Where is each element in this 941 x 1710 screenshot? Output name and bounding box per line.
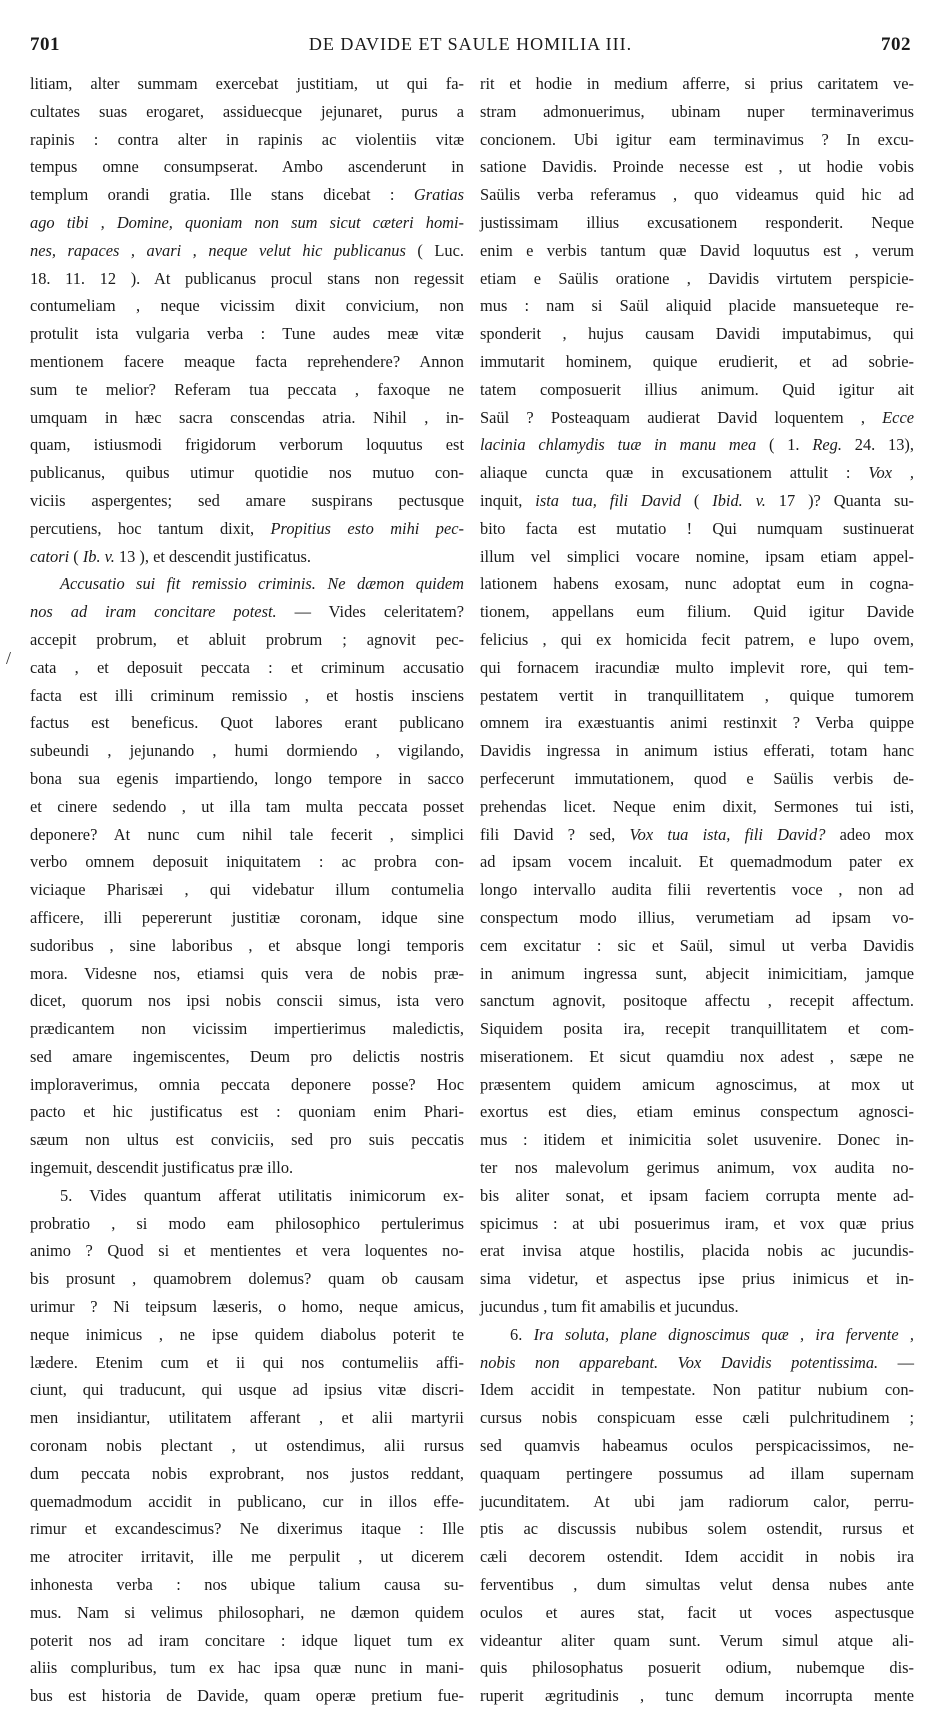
text-segment: stram admonuerimus, ubinam nuper terminaverimus xyxy=(480,101,914,121)
text-segment: jucundus , tum fit amabilis et jucundus. xyxy=(480,1297,739,1317)
left-column-line xyxy=(30,1182,464,1210)
text-segment: et cinere sedendo , ut illa tam multa peccata posset xyxy=(30,796,464,816)
left-column-line xyxy=(30,126,464,154)
right-column-line xyxy=(480,376,914,404)
left-column-line xyxy=(30,682,464,710)
right-column-line xyxy=(480,1682,914,1710)
left-column-line xyxy=(30,626,464,654)
text-segment: 6. xyxy=(510,1324,534,1344)
right-column-line xyxy=(480,209,914,237)
right-column-line xyxy=(480,1126,914,1154)
right-column-line xyxy=(480,876,914,904)
text-segment: aliis compluribus, tum ex hac ipsa quæ nunc in mani- xyxy=(30,1658,464,1678)
text-segment: justissimam illius excusationem responderit. Neque xyxy=(480,212,914,232)
italic-text: Ecce xyxy=(882,407,914,427)
text-segment: Saül ? Posteaquam audierat David loquentem , xyxy=(480,407,883,427)
text-segment: quis philosophatus posuerit odium, nubemque dis- xyxy=(480,1658,914,1678)
left-column-line xyxy=(30,515,464,543)
right-column xyxy=(480,70,914,1710)
right-column-line xyxy=(480,1543,914,1571)
left-column-line xyxy=(30,1515,464,1543)
left-column-line xyxy=(30,570,464,598)
right-column-line xyxy=(480,320,914,348)
text-segment: sed amare ingemiscentes, Deum pro delictis nostris xyxy=(30,1046,464,1066)
text-segment: poterit nos ad iram concitare : idque liquet tum ex xyxy=(30,1630,464,1650)
left-column-line xyxy=(30,1654,464,1682)
right-column-line xyxy=(480,821,914,849)
left-column-line xyxy=(30,1237,464,1265)
left-column-line xyxy=(30,1210,464,1238)
text-segment: sæum non ultus est conviciis, sed pro suis peccatis xyxy=(30,1130,464,1150)
text-segment: quaquam pertingere possumus ad illam supernam xyxy=(480,1463,914,1483)
left-column-line xyxy=(30,765,464,793)
text-segment: umquam in hæc sacra conscendas atria. Nihil , in- xyxy=(30,407,464,427)
left-column-line xyxy=(30,1321,464,1349)
right-column-line xyxy=(480,1515,914,1543)
text-segment: ( xyxy=(681,490,713,510)
text-segment: inhonesta verba : nos ubique talium causa su- xyxy=(30,1575,464,1595)
left-column-line xyxy=(30,320,464,348)
right-column-line xyxy=(480,1654,914,1682)
text-segment: ter nos malevolum gerimus animum, vox audita no- xyxy=(480,1158,914,1178)
right-column-line xyxy=(480,1210,914,1238)
left-column-line xyxy=(30,265,464,293)
left-column-line xyxy=(30,237,464,265)
right-column-line xyxy=(480,682,914,710)
text-segment: spicimus : at ubi posuerimus iram, et vox quæ prius xyxy=(480,1213,914,1233)
left-column-line xyxy=(30,654,464,682)
text-segment: felicius , qui ex homicida fecit patrem, e lupo ovem, xyxy=(480,629,914,649)
text-segment: lædere. Etenim cum et ii qui nos contumeliis affi- xyxy=(30,1352,464,1372)
right-column-line xyxy=(480,1182,914,1210)
left-column-line xyxy=(30,709,464,737)
italic-text: Ib. v. xyxy=(82,546,115,566)
text-segment: mus : itidem et inimicitia solet usuvenire. Donec in- xyxy=(480,1130,914,1150)
text-segment: cæli decorem ostendit. Idem accidit in nobis ira xyxy=(480,1547,914,1567)
text-segment: videantur aliter quam sunt. Verum simul atque ali- xyxy=(480,1630,914,1650)
text-segment: 5. Vides quantum afferat utilitatis inimicorum ex- xyxy=(60,1185,464,1205)
text-segment: percutiens, hoc tantum dixit, xyxy=(30,518,271,538)
left-column-line xyxy=(30,1293,464,1321)
text-segment: afficere, illi pepererunt justitiæ coronam, idque sine xyxy=(30,907,464,927)
italic-text: Propitius esto mihi pec- xyxy=(270,518,464,538)
text-segment: bus est historia de Davide, quam operæ pretium fue- xyxy=(30,1686,464,1706)
italic-text: Gratias xyxy=(413,185,464,205)
left-column-line xyxy=(30,98,464,126)
left-column-line xyxy=(30,737,464,765)
left-column-line xyxy=(30,1154,464,1182)
right-column-line xyxy=(480,709,914,737)
left-column-line xyxy=(30,598,464,626)
text-segment: bis prosunt , quamobrem dolemus? quam ob causam xyxy=(30,1269,464,1289)
left-column-line xyxy=(30,1265,464,1293)
italic-text: Vox , xyxy=(868,463,914,483)
right-column-line xyxy=(480,98,914,126)
text-segment: ciunt, qui traducunt, qui usque ad ipsius vitæ discri- xyxy=(30,1380,464,1400)
right-column-line xyxy=(480,1265,914,1293)
text-segment: illum vel simplici vocare nomine, ipsam etiam appel- xyxy=(480,546,914,566)
text-segment: prehendas licet. Neque enim dixit, Sermones tui isti, xyxy=(480,796,914,816)
text-segment: erat invisa atque hostilis, placida nobis ac jucundis- xyxy=(480,1241,914,1261)
left-column-line xyxy=(30,376,464,404)
text-segment: omnem ira exæstuantis animi restinxit ? Verba quippe xyxy=(480,713,914,733)
right-column-line xyxy=(480,598,914,626)
text-segment: satione Davidis. Proinde necesse est , ut hodie vobis xyxy=(480,157,914,177)
italic-text: catori xyxy=(30,546,70,566)
right-column-line xyxy=(480,237,914,265)
text-segment: animo ? Quod si et mentientes et vera loquentes no- xyxy=(30,1241,464,1261)
left-column-line xyxy=(30,1126,464,1154)
text-segment: 17 )? Quanta su- xyxy=(765,490,914,510)
text-segment: tatem composuerit illius animum. Quid igitur ait xyxy=(480,379,914,399)
text-segment: etiam e Saülis oratione , Davidis virtutem perspicie- xyxy=(480,268,914,288)
text-segment: bis aliter sonat, et ipsam faciem corrupta mente ad- xyxy=(480,1185,914,1205)
text-segment: viciaque Pharisæi , qui videbatur illum contumelia xyxy=(30,880,464,900)
text-segment: accepit probrum, et abluit probrum ; agnovit pec- xyxy=(30,629,464,649)
right-column-line xyxy=(480,543,914,571)
text-segment: præsentem quidem amicum agnoscimus, at mox ut xyxy=(480,1074,914,1094)
right-column-line xyxy=(480,626,914,654)
text-segment: sanctum agnovit, positoque affectu , recepit affectum. xyxy=(480,991,914,1011)
left-column-line xyxy=(30,932,464,960)
right-column-line xyxy=(480,1098,914,1126)
margin-mark: / xyxy=(6,648,12,668)
left-column-line xyxy=(30,1460,464,1488)
left-column-line xyxy=(30,459,464,487)
left-column-line xyxy=(30,181,464,209)
text-segment: aliaque cuncta quæ in excusationem attulit : xyxy=(480,463,869,483)
left-column-line xyxy=(30,70,464,98)
left-column-line xyxy=(30,987,464,1015)
right-column-line xyxy=(480,265,914,293)
right-column-line xyxy=(480,1237,914,1265)
right-column-line xyxy=(480,932,914,960)
text-segment: pestatem vertit in tranquillitatem , quique tumorem xyxy=(480,685,914,705)
italic-text: Accusatio sui fit remissio criminis. Ne dæmon quidem xyxy=(60,574,464,594)
text-segment: ( Luc. xyxy=(405,240,464,260)
text-segment: cata , et deposuit peccata : et criminum accusatio xyxy=(30,657,464,677)
right-column-line xyxy=(480,1404,914,1432)
left-column-line xyxy=(30,876,464,904)
text-segment: ptis ac discussis nubibus solem ostendit, rursus et xyxy=(480,1519,914,1539)
right-column-line xyxy=(480,1432,914,1460)
text-segment: mora. Videsne nos, etiamsi quis vera de nobis præ- xyxy=(30,963,464,983)
text-segment: bona sua egenis impartiendo, longo tempore in sacco xyxy=(30,768,464,788)
text-segment: protulit ista vulgaria verba : Tune audes meæ vitæ xyxy=(30,324,464,344)
left-column-line xyxy=(30,1098,464,1126)
page-number-right: 702 xyxy=(881,34,911,55)
text-segment: adeo mox xyxy=(825,824,915,844)
text-segment: sudoribus , sine laboribus , et absque longi temporis xyxy=(30,935,464,955)
right-column-line xyxy=(480,1627,914,1655)
text-segment: tionem, appellans eum filium. Quid igitur Davide xyxy=(480,602,914,622)
text-segment: mentionem facere meaque facta reprehendere? Annon xyxy=(30,351,464,371)
left-column-line xyxy=(30,821,464,849)
left-column-line xyxy=(30,1043,464,1071)
right-column-line xyxy=(480,487,914,515)
text-segment: rit et hodie in medium afferre, si prius caritatem ve- xyxy=(480,74,914,93)
left-column-line xyxy=(30,1627,464,1655)
right-column-line xyxy=(480,1571,914,1599)
italic-text: ago tibi , Domine, quoniam non sum sicut cæteri homi- xyxy=(30,212,464,232)
right-column-line xyxy=(480,1460,914,1488)
text-segment: cursus nobis conspicuam esse cæli pulchritudinem ; xyxy=(480,1408,914,1428)
left-column-line xyxy=(30,793,464,821)
text-segment: prædicantem non vicissim impertierimus maledictis, xyxy=(30,1019,464,1039)
text-segment: viciis aspergentes; sed amare suspirans pectusque xyxy=(30,490,464,510)
left-column-line xyxy=(30,487,464,515)
right-column-line xyxy=(480,1154,914,1182)
italic-text: ista tua, fili David xyxy=(535,490,681,510)
text-segment: dicet, quorum nos ipsi nobis conscii simus, ista vero xyxy=(30,991,464,1011)
text-segment: Idem accidit in tempestate. Non patitur nubium con- xyxy=(480,1380,914,1400)
italic-text: nes, rapaces , avari , neque velut hic publicanus xyxy=(30,240,406,260)
page-number-left: 701 xyxy=(30,34,60,55)
left-column-line xyxy=(30,431,464,459)
text-segment: in animum ingressa sunt, abjecit inimicitiam, jamque xyxy=(480,963,914,983)
left-column-line xyxy=(30,1543,464,1571)
left-column-line xyxy=(30,404,464,432)
text-segment: qui fornacem iracundiæ multo implevit rore, qui tem- xyxy=(480,657,914,677)
right-column-line xyxy=(480,431,914,459)
left-column-line xyxy=(30,543,464,571)
right-column-line xyxy=(480,737,914,765)
text-segment: longo intervallo audita filii revertentis voce , non ad xyxy=(480,880,914,900)
left-column-line xyxy=(30,1682,464,1710)
left-column-line xyxy=(30,348,464,376)
text-segment: — Vides celeritatem? xyxy=(276,602,464,622)
right-column-line xyxy=(480,1321,914,1349)
text-segment: rimur et excandescimus? Ne dixerimus itaque : Ille xyxy=(30,1519,464,1539)
right-column-line xyxy=(480,181,914,209)
left-column-line xyxy=(30,1599,464,1627)
left-column-line xyxy=(30,960,464,988)
text-segment: perfecerunt immutationem, quod e Saülis verbis de- xyxy=(480,768,914,788)
right-column-line xyxy=(480,404,914,432)
text-segment: probratio , si modo eam philosophico pertulerimus xyxy=(30,1213,464,1233)
right-column-line xyxy=(480,1071,914,1099)
text-segment: pacto et hic justificatus est : quoniam enim Phari- xyxy=(30,1102,464,1122)
text-segment: Saülis verba referamus , quo videamus quid hic ad xyxy=(480,185,914,205)
text-segment: verbo omnem deposuit iniquitatem : ac probra con- xyxy=(30,852,464,872)
text-segment: me atrociter irritavit, ille me perpulit , ut dicerem xyxy=(30,1547,464,1567)
right-column-line xyxy=(480,960,914,988)
text-segment: deponere? At nunc cum nihil tale fecerit , simplici xyxy=(30,824,464,844)
left-column-line xyxy=(30,1349,464,1377)
left-column-line xyxy=(30,1571,464,1599)
right-column-line xyxy=(480,459,914,487)
text-segment: ( 1. xyxy=(756,435,813,455)
text-segment: sed quamvis habeamus oculos perspicacissimos, ne- xyxy=(480,1436,914,1456)
left-column-line xyxy=(30,848,464,876)
right-column-line xyxy=(480,1349,914,1377)
text-segment: cultates suas erogaret, assiduecque jejunaret, purus a xyxy=(30,101,464,121)
right-column-line xyxy=(480,515,914,543)
text-segment: oculos et aures stat, facit ut voces aspectusque xyxy=(480,1602,914,1622)
left-column-line xyxy=(30,1015,464,1043)
left-column-line xyxy=(30,1432,464,1460)
right-column-line xyxy=(480,1376,914,1404)
text-segment: jucunditatem. At ubi jam radiorum calor, perru- xyxy=(480,1491,914,1511)
right-column-line xyxy=(480,1043,914,1071)
text-segment: quam, istiusmodi frigidorum verborum loquutus est xyxy=(30,435,464,455)
right-column-line xyxy=(480,1015,914,1043)
left-column-line xyxy=(30,1376,464,1404)
left-column xyxy=(30,70,464,1710)
text-segment: ad ipsam vocem incaluit. Et quemadmodum pater ex xyxy=(480,852,914,872)
right-column-line xyxy=(480,1293,914,1321)
text-segment: immutarit hominem, quique erudierit, et ad sobrie- xyxy=(480,351,914,371)
left-column-line xyxy=(30,1488,464,1516)
text-segment: lationem habens exosam, nunc adoptat eum in cogna- xyxy=(480,574,914,594)
text-segment: facta est illi criminum remissio , et hostis insciens xyxy=(30,685,464,705)
italic-text: lacinia chlamydis tuæ in manu mea xyxy=(480,435,757,455)
text-segment: sima videtur, et aspectus ipse prius inimicus et in- xyxy=(480,1269,914,1289)
left-column-line xyxy=(30,1071,464,1099)
right-column-line xyxy=(480,654,914,682)
text-segment: ( xyxy=(69,546,83,566)
left-column-line xyxy=(30,153,464,181)
right-column-line xyxy=(480,1488,914,1516)
left-column-line xyxy=(30,904,464,932)
text-segment: ingemuit, descendit justificatus præ illo. xyxy=(30,1158,294,1178)
text-segment: bito facta est mutatio ! Qui numquam sustinuerat xyxy=(480,518,914,538)
text-segment: men insidiantur, utilitatem afferant , et alii martyrii xyxy=(30,1408,464,1428)
left-column-line xyxy=(30,292,464,320)
text-segment: sum te melior? Referam tua peccata , faxoque ne xyxy=(30,379,464,399)
text-segment: mus. Nam si velimus philosophari, ne dæmon quidem xyxy=(30,1602,464,1622)
italic-text: Vox tua ista, fili David? xyxy=(629,824,826,844)
text-segment: exortus est dies, etiam eminus conspectum agnosci- xyxy=(480,1102,914,1122)
text-segment: Davidis ingressa in animum istius efferati, totam hanc xyxy=(480,741,914,761)
text-segment: dum peccata nobis exprobrant, nos justos reddant, xyxy=(30,1463,464,1483)
italic-text: nos ad iram concitare potest. xyxy=(30,602,277,622)
left-column-line xyxy=(30,209,464,237)
text-segment: Siquidem posita ira, recepit tranquillitatem et com- xyxy=(480,1019,914,1039)
italic-text: Ira soluta, plane dignoscimus quæ , ira fervente , xyxy=(533,1324,914,1344)
text-segment: templum orandi gratia. Ille stans dicebat : xyxy=(30,185,414,205)
text-segment: ferventibus , dum simultas velut densa nubes ante xyxy=(480,1575,914,1595)
right-column-line xyxy=(480,126,914,154)
text-segment: fili David ? sed, xyxy=(480,824,630,844)
right-column-line xyxy=(480,848,914,876)
right-column-line xyxy=(480,70,914,98)
text-segment: 18. 11. 12 ). At publicanus procul stans non regessit xyxy=(30,268,464,288)
text-segment: rapinis : contra alter in rapinis ac violentiis vitæ xyxy=(30,129,464,149)
right-column-line xyxy=(480,987,914,1015)
text-segment: ruperit ægritudinis , tunc demum incorrupta mente xyxy=(480,1686,914,1706)
text-segment: mus : nam si Saül aliquid placide mansueteque re- xyxy=(480,296,914,316)
right-column-line xyxy=(480,153,914,181)
italic-text: Reg. xyxy=(812,435,842,455)
text-segment: cem excitatur : sic et Saül, simul ut verba Davidis xyxy=(480,935,914,955)
text-segment: coronam nobis plectant , ut ostendimus, alii rursus xyxy=(30,1436,464,1456)
right-column-line xyxy=(480,570,914,598)
text-segment: contumeliam , neque vicissim dixit convicium, non xyxy=(30,296,464,316)
text-segment: factus est beneficus. Quot labores erant publicano xyxy=(30,713,464,733)
text-segment: tempus omne consumpserat. Ambo ascenderunt in xyxy=(30,157,464,177)
running-title: DE DAVIDE ET SAULE HOMILIA III. xyxy=(308,34,633,54)
text-segment: subeundi , jejunando , humi dormiendo , vigilando, xyxy=(30,741,464,761)
text-segment: imploraverimus, omnia peccata deponere posse? Hoc xyxy=(30,1074,464,1094)
right-column-line xyxy=(480,793,914,821)
text-segment: 13 ), et descendit justificatus. xyxy=(114,546,312,566)
text-segment: concionem. Ubi igitur eam terminavimus ? In excu- xyxy=(480,129,914,149)
right-column-line xyxy=(480,348,914,376)
italic-text: Ibid. v. xyxy=(712,490,766,510)
text-segment: enim e verbis tantum quæ David loquutus est , verum xyxy=(480,240,914,260)
right-column-line xyxy=(480,1599,914,1627)
italic-text: nobis non apparebant. Vox Davidis potentissima. xyxy=(480,1352,879,1372)
right-column-line xyxy=(480,292,914,320)
text-segment: conspectum modo illius, verumetiam ad ipsam vo- xyxy=(480,907,914,927)
text-segment: — xyxy=(878,1352,914,1372)
text-segment: publicanus, quibus utimur quotidie nos mutuo con- xyxy=(30,463,464,483)
right-column-line xyxy=(480,904,914,932)
text-segment: neque inimicus , ne ipse quidem diabolus poterit te xyxy=(30,1324,464,1344)
text-segment: sponderit , hujus causam Davidi imputabimus, qui xyxy=(480,324,914,344)
text-segment: inquit, xyxy=(480,490,536,510)
text-segment: urimur ? Ni teipsum læseris, o homo, neque amicus, xyxy=(30,1297,464,1317)
right-column-line xyxy=(480,765,914,793)
text-segment: litiam, alter summam exercebat justitiam, ut qui fa- xyxy=(30,74,464,93)
text-segment: quemadmodum accidit in publicano, cur in illos effe- xyxy=(30,1491,464,1511)
text-segment: 24. 13), xyxy=(841,435,914,455)
left-column-line xyxy=(30,1404,464,1432)
text-segment: miserationem. Et sicut quamdiu nox adest , sæpe ne xyxy=(480,1046,914,1066)
